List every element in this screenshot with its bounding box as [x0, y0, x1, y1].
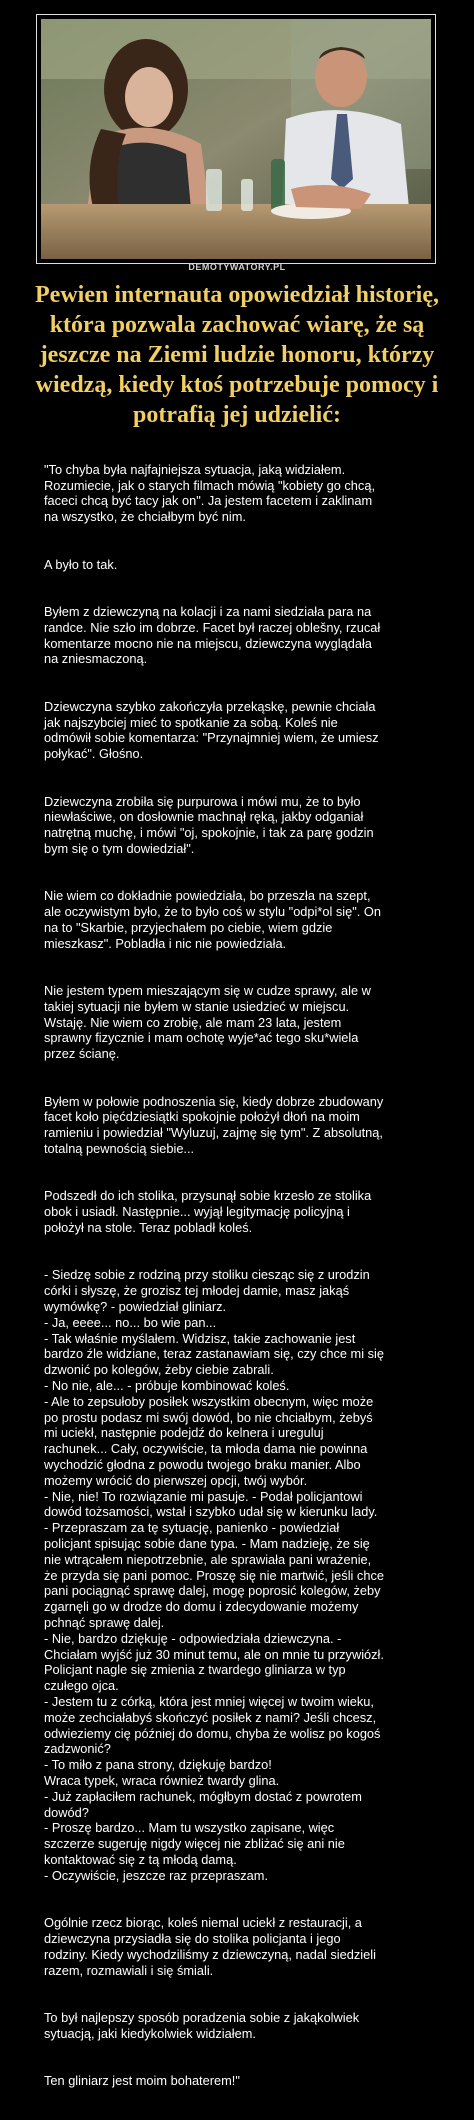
post-photo: [41, 19, 431, 259]
story-text: [44, 446, 436, 2120]
story-paragraph: - Siedzę sobie z rodziną przy stoliku ciesząc się z urodzin córki i słyszę, że grozisz tej młodej damie, masz jakąś wymówkę? - powiedział gliniarz. - Ja, eeee... no... bo wie pan... - Tak właśnie myślałem. Widzisz, takie zachowanie jest bardzo źle widziane, teraz zastanawiam się, czy chce mi się dzwonić po kolegów, żeby ciebie zabrali. - No nie, ale... - próbuje kombinować koleś. - Ale to zepsułoby posiłek wszystkim obecnym, więc może po prostu podasz mi swój dowód, bo nie chciałbym, żebyś mi uciekł, następnie podejdź do kelnera i ureguluj rachunek... Cały, oczywiście, ta młoda dama nie powinna wychodzić głodna z powodu twojego braku manier. Albo możemy wrócić do pierwszej opcji, twój wybór. - Nie, nie! To rozwiązanie mi pasuje. - Podał policjantowi dowód tożsamości, wstał i szybko udał się w kierunku lady. - Przepraszam za tę sytuację, panienko - powiedział policjant spisując sobie dane typa. - Mam nadzieję, że się nie wtrącałem niepotrzebnie, ale sprawiała pani wrażenie, że przyda się pani pomoc. Proszę się nie martwić, jeśli chce pani pociągnąć sprawę dalej, mogę poprosić kolegów, żeby zgarnęli go w drodze do domu i zdecydowanie możemy pchnąć sprawę dalej. - Nie, bardzo dziękuję - odpowiedziała dziewczyna. - Chciałam wyjść już 30 minut temu, ale on mnie tu przywiózł. Policjant nagle się zmienia z twardego gliniarza w typ czułego ojca. - Jestem tu z córką, która jest mniej więcej w twoim wieku, może zechciałabyś skończyć posiłek z nami? Jeśli chcesz, odwieziemy cię później do domu, chyba że wolisz po kogoś zadzwonić? - To miło z pana strony, dziękuję bardzo! Wraca typek, wraca również twardy glina. - Już zapłaciłem rachunek, mógłbym dostać z powrotem dowód? - Proszę bardzo... Mam tu wszystko zapisane, więc szczerze sugeruję nigdy więcej nie zbliżać się ani nie kontaktować się z tą młodą damą. - Oczywiście, jeszcze raz przepraszam.: [44, 1267, 384, 1883]
story-paragraph: Dziewczyna zrobiła się purpurowa i mówi mu, że to było niewłaściwe, on dosłownie machnął ręką, jakby odganiał natrętną muchę, i mówi "oj, spokojnie, i tak za parę godzin bym się o tym dowiedział".: [44, 793, 374, 856]
story-paragraph: Byłem z dziewczyną na kolacji i za nami siedziała para na randce. Nie szło im dobrze. Facet był raczej oblešny, rzucał komentarze mocno nie na miejscu, dziewczyna wyglądała na zniesmaczoną.: [44, 603, 381, 667]
watermark-label: DEMOTYWATORY.PL: [188, 262, 286, 272]
post-headline: Pewien internauta opowiedział historię, która pozwala zachować wiarę, że są jeszcze na Ziemi ludzie honoru, którzy wiedzą, kiedy ktoś potrzebuje pomocy i potrafią jej udzielić:: [35, 282, 439, 428]
post-photo-frame: [36, 14, 436, 264]
story-paragraph: "To chyba była najfajniejsza sytuacja, jaką widziałem. Rozumiecie, jak o starych filmach mówią "kobiety go chcą, faceci chcą być tacy jak on". Ja jestem facetem i zaklinam na wszystko, że chciałbym być nim.: [44, 461, 375, 525]
story-paragraph: Dziewczyna szybko zakończyła przekąskę, pewnie chciała jak najszybciej mieć to spotkanie za sobą. Koleś nie odmówił sobie komentarza: "Przynajmniej wiem, że umiesz połykać". Głośno.: [44, 698, 379, 762]
story-paragraph: A było to tak.: [44, 556, 118, 572]
story-paragraph: Nie wiem co dokładnie powiedziała, bo przeszła na szept, ale oczywistym było, że to było coś w stylu "odpi*ol się". On na to "Skarbie, przyjechałem po ciebie, wiem gdzie mieszkasz". Pobladła i nic nie powiedziała.: [44, 888, 381, 951]
story-paragraph: Byłem w połowie podnoszenia się, kiedy dobrze zbudowany facet koło pięćdziesiątki spokojnie położył dłoń na moim ramieniu i powiedział "Wyluzuj, zajmę się tym". Z absolutną, totalną pewnością siebie...: [44, 1093, 384, 1157]
story-paragraph: Ogólnie rzecz biorąc, koleś niemal uciekł z restauracji, a dziewczyna przysiadła się do stolika policjanta i jego rodziny. Kiedy wychodziliśmy z dziewczyną, nadal siedzieli razem, rozmawiali i się śmiali.: [44, 1915, 376, 1978]
story-paragraph: Ten gliniarz jest moim bohaterem!": [44, 2073, 240, 2089]
story-paragraph: To był najlepszy sposób poradzenia sobie z jakąkolwiek sytuacją, jaki kiedykolwiek widziałem.: [44, 2009, 360, 2041]
story-paragraph: Nie jestem typem mieszającym się w cudze sprawy, ale w takiej sytuacji nie byłem w stanie usiedzieć w miejscu. Wstaję. Nie wiem co zrobię, ale mam 23 lata, jestem sprawny fizycznie i mam ochotę wyje*ać tego sku*wiela przez ścianę.: [44, 983, 371, 1062]
story-paragraph: Podszedł do ich stolika, przysunął sobie krzesło ze stolika obok i usiadł. Następnie... wyjął legitymację policyjną i położył na stole. Teraz pobladł koleś.: [44, 1188, 372, 1236]
restaurant-scene-image: [41, 19, 431, 259]
